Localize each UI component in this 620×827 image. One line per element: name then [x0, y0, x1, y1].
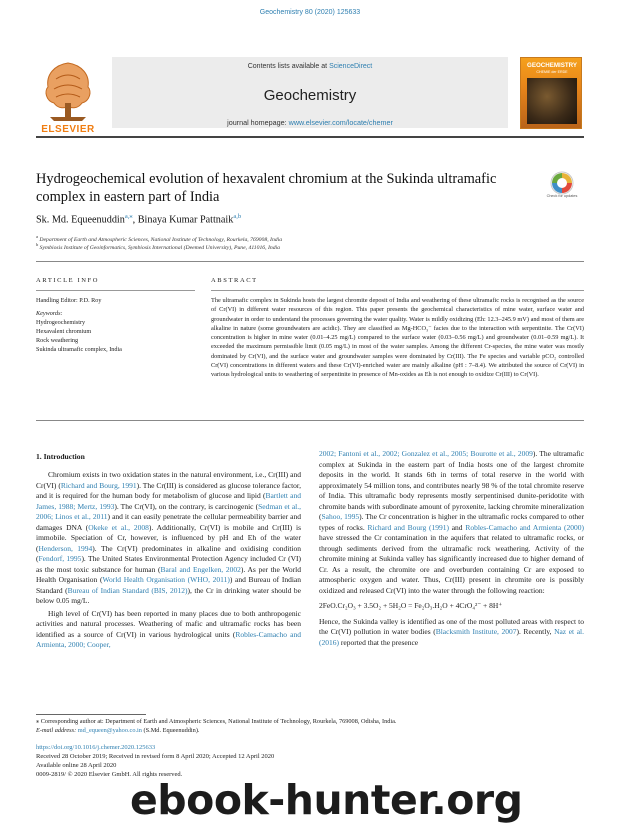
- article-info-heading: ARTICLE INFO: [36, 277, 100, 284]
- paragraph: 2002; Fantoni et al., 2002; Gonzalez et al., 2005; Bourotte et al., 2009). The ultramafic complex at Sukinda in the eastern part of India hosts one of the largest chromite deposits in the world. It stands 6th in terms of total reserve in the world with approximately 54 million tons, and contributes nearly 98 % of the total chromite reserve of India. This ultramafic body represents mostly serpentinised dunite-peridotite with chromite bands with subordinate amount of pyroxenite, lacking chromite mineralization (Sahoo, 1995). The Cr concentration is higher in the ultramafic rocks compared to other types of rocks. Richard and Bourg (1991) and Robles-Camacho and Armienta (2000) have stressed the Cr contamination in the aquifers that related to ultramafic rocks, or through sediments derived from the ultramafic rock weathering. Activity of the chromite mining at Sukinda valley has significantly increased due to higher demand of Cr. As a result, the chromite ore and overburden containing Cr are exposed to atmospheric oxygen and water. Thus, Cr(III) present in chromite ore is possibly oxidized and released Cr(VI) into the water through the following reaction:: [319, 449, 585, 595]
- contents-line: Contents lists available at ScienceDirect: [247, 63, 373, 70]
- cover-title: GEOCHEMISTRY: [527, 62, 577, 69]
- email-footnote: E-mail address: md_equeen@yahoo.co.in (S.Md. Equeenuddin).: [36, 727, 200, 734]
- keyword: Hexavalent chromium: [36, 328, 92, 335]
- citation-link[interactable]: Baral and Engelken, 2002: [160, 564, 241, 574]
- elsevier-tree-logo: [36, 57, 100, 127]
- divider: [36, 261, 584, 262]
- citation-link[interactable]: Naz et al. (2016): [319, 627, 584, 647]
- journal-title: Geochemistry: [263, 87, 357, 104]
- journal-citation-link[interactable]: Geochemistry 80 (2020) 125633: [259, 9, 361, 16]
- citation-link[interactable]: 2002; Fantoni et al., 2002; Gonzalez et al., 2005; Bourotte et al., 2009: [319, 449, 533, 458]
- affiliation-a: $^a$ Department of Earth and Atmospheric Sciences, National Institute of Technology, Rourkela, 769008, India: [36, 234, 283, 243]
- divider: [211, 290, 584, 291]
- body-column-left: [36, 470, 301, 653]
- cover-subtitle: CHEMIE der ERDE: [536, 70, 568, 74]
- divider: [36, 290, 195, 291]
- journal-cover-image: [520, 57, 582, 129]
- crossmark-label: Check for updates: [546, 194, 578, 198]
- email-link[interactable]: md_equeen@yahoo.co.in: [77, 727, 142, 734]
- handling-editor: Handling Editor: P.D. Roy: [36, 297, 102, 304]
- citation-link[interactable]: Richard and Bourg, 1991: [60, 480, 137, 490]
- article-info: [36, 296, 196, 354]
- elsevier-wordmark: ELSEVIER: [41, 124, 95, 135]
- paragraph: Hence, the Sukinda valley is identified as one of the most polluted areas with respect to the Cr(VI) pollution in water bodies (Blacksmith Institute, 2007). Recently, Naz et al. (2016) reported that the presence: [319, 616, 584, 647]
- header-rule: [36, 136, 584, 138]
- citation-link[interactable]: Fendorf, 1995: [38, 554, 82, 563]
- section-heading-introduction: 1. Introduction: [36, 452, 85, 461]
- available-online: Available online 28 April 2020: [36, 762, 117, 769]
- doi-link[interactable]: https://doi.org/10.1016/j.chemer.2020.125633: [36, 744, 156, 751]
- citation-link[interactable]: Blacksmith Institute, 2007: [435, 627, 517, 636]
- corresponding-author-footnote: ⁎ Corresponding author at: Department of Earth and Atmospheric Sciences, National Institute of Technology, Rourkela, 769008, Odisha, India.: [36, 718, 397, 725]
- citation-link[interactable]: Bureau of Indian Standard (BIS, 2012): [67, 585, 188, 595]
- footnote-rule: [36, 714, 146, 715]
- body-column-right: [319, 449, 584, 650]
- author-list: Sk. Md. Equeenuddin$^{a,⁎}$, Binaya Kumar Pattnaik$^{a,b}$: [36, 213, 242, 226]
- paragraph: Chromium exists in two oxidation states in the natural environment, i.e., Cr(III) and Cr(VI) (Richard and Bourg, 1991). The Cr(III) is considered as glucose tolerance factor, and it is required for the human body for metabolism of glucose and lipid (Bartlett and James, 1988; Mertz, 1993). The Cr(VI), on the contrary, is carcinogenic (Sedman et al., 2006; Linos et al., 2011) and it can easily penetrate the cellular permeability barrier and damages DNA (Okeke et al., 2008). Additionally, Cr(VI) is mobile and Cr(III) is immobile. Speciation of Cr, however, is influenced by pH and Eh of the water (Henderson, 1994). The Cr(VI) predominates in alkaline and oxidising condition (Fendorf, 1995). The United States Environmental Protection Agency included Cr (VI) as the most toxic substance for human (Baral and Engelken, 2002). As per the World Health Organisation (World Health Organisation (WHO, 2011)) and Bureau of Indian Standard (Bureau of Indian Standard (BIS, 2012)), the Cr in drinking water should be below 0.05 mg/L.: [36, 470, 302, 605]
- abstract-heading: ABSTRACT: [211, 277, 258, 284]
- sciencedirect-link[interactable]: ScienceDirect: [329, 63, 373, 70]
- author-affiliation-mark[interactable]: a,b: [233, 213, 242, 220]
- keyword: Rock weathering: [36, 337, 79, 344]
- watermark-text: ebook-hunter.org: [130, 776, 523, 824]
- abstract-text: The ultramafic complex in Sukinda hosts the largest chromite deposit of India and weathering of these ultramafic rocks is recognised as the source of Cr(VI) in different water resources of this region. This paper presents the geochemical characteristics of mine water, surface water and groundwater in order to understand the processes governing the water quality. Water is mildly oxidizing (Eh: 12.3–245.9 mV) and most of them are alkaline in nature (some groundwaters are acidic). They are classified as Mg-HCO₃⁻ facies due to the interaction with serpentinite. The Cr(VI) concentration is higher in mine water (0.01–4.25 mg/L) compared to the surface water (0.03–0.56 mg/L) and groundwater (0.01–0.59 mg/L). It exceeded the maximum permissible limit (0.05 mg/L) in most of the water samples. Among the different Cr-species, the mine water was mostly dominated by Cr(VI), and the surface water and groundwater samples were dominated by Cr(III). The Fe species and variable pCO₂ controlled Cr(VI) concentrations in different waters and these Cr(VI)-enriched water are mainly alkaline (pH : 7–8.4). We attributed the source of Cr(VI) in various hydrological units to weathering of serpentinite in presence of Mn-oxides as Eh is not enough to oxidize Cr(III) to Cr(VI).: [211, 297, 584, 379]
- journal-homepage: journal homepage: www.elsevier.com/locate/chemer: [227, 118, 393, 127]
- citation-link[interactable]: Richard and Bourg (1991): [367, 522, 449, 532]
- citation-link[interactable]: Robles-Camacho and Armienta (2000): [465, 522, 584, 532]
- journal-homepage-link[interactable]: www.elsevier.com/locate/chemer: [288, 118, 393, 127]
- citation-link[interactable]: Sahoo, 1995: [321, 512, 360, 521]
- citation-link[interactable]: Okeke et al., 2008: [88, 522, 149, 532]
- cover-photo: [527, 78, 577, 124]
- citation-link[interactable]: World Health Organisation (WHO, 2011): [102, 575, 230, 584]
- citation-link[interactable]: Sedman et al., 2006; Linos et al., 2011: [36, 501, 301, 521]
- keyword: Sukinda ultramafic complex, India: [36, 346, 122, 353]
- author-name[interactable]: Binaya Kumar Pattnaik: [137, 214, 234, 226]
- citation-link[interactable]: Robles-Camacho and Armienta, 2000; Cooper,: [36, 629, 301, 649]
- author-name[interactable]: Sk. Md. Equeenuddin: [36, 214, 125, 226]
- keyword: Hydrogeochemistry: [36, 319, 86, 326]
- reaction-equation: 2FeO.Cr₂O₃ + 3.5O₂ + 5H₂O = Fe₂O₃.H₂O + 4CrO₄²⁻ + 8H⁺: [319, 601, 503, 610]
- paragraph: High level of Cr(VI) has been reported in many places due to both anthropogenic activities and natural processes. Weathering of mafic and ultramafic rocks has been identified as a source of Cr(VI) in various hydrological units (Robles-Camacho and Armienta, 2000; Cooper,: [36, 608, 301, 649]
- author-affiliation-mark[interactable]: a,⁎: [124, 213, 133, 220]
- affiliation-b: $^b$ Symbiosis Institute of Geoinformatics, Symbiosis International (Deemed University), Pune, 411016, India: [36, 242, 280, 251]
- received-dates: Received 28 October 2019; Received in revised form 8 April 2020; Accepted 12 April 2020: [36, 753, 275, 760]
- citation-link[interactable]: Henderson, 1994: [38, 543, 93, 553]
- article-title: Hydrogeochemical evolution of hexavalent chromium at the Sukinda ultramafic complex in eastern part of India: [36, 171, 497, 205]
- citation-link[interactable]: Bartlett and James, 1988; Mertz, 1993: [36, 491, 302, 511]
- keywords-label: Keywords:: [36, 310, 63, 317]
- divider: [36, 420, 584, 421]
- copyright-line: 0009-2819/ © 2020 Elsevier GmbH. All rights reserved.: [36, 771, 183, 778]
